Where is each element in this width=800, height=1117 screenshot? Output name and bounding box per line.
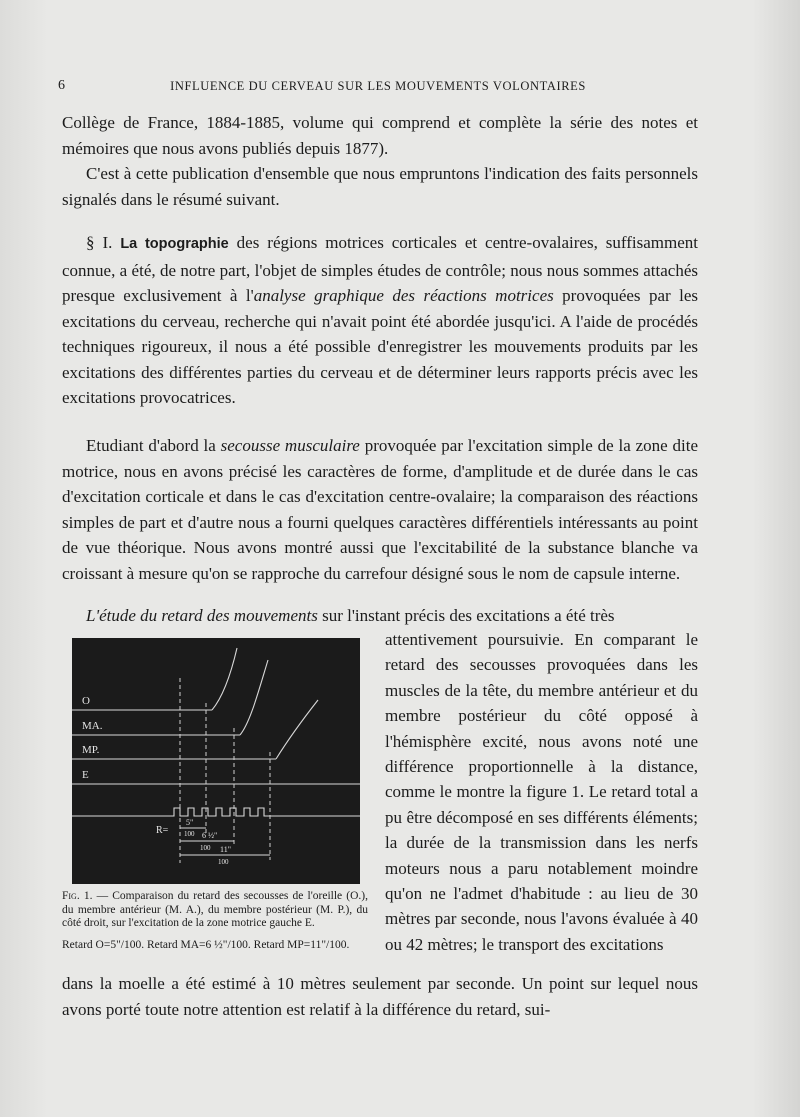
trace-label-ma: MA. <box>82 720 103 732</box>
figure-1 <box>62 638 368 951</box>
paragraph-3-block <box>62 230 698 411</box>
paragraph-2-block <box>62 161 698 212</box>
interval-ma-den: 100 <box>200 844 211 852</box>
interval-mp-num: 11" <box>220 845 231 854</box>
emphasis-retard: L'étude du retard des mouvements <box>86 606 318 625</box>
paragraph-4-text-b: provoquée par l'excitation simple de la zone dite motrice, nous en avons précisé les caractères de forme, d'amplitude et de durée dans le cas d'excitation corticale et dans le cas d'excitation centre-ovalaire; la comparaison des réactions simples de part et d'autre nous a fourni quelques caractères différentiels intéressants au point de vue théorique. Nous avons montré aussi que l'excitabilité de la substance blanche va croissant à mesure qu'on se rapproche du carrefour désigné sous le nom de capsule interne. <box>62 436 698 583</box>
emphasis-analyse: analyse graphique des réactions motrices <box>253 286 554 305</box>
paragraph-3-text-a: des régions motrices corticales et centre-ovalaires, suffisamment connue, a été, de notre part, l'objet de simples études de contrôle; nous nous sommes attachés presque exclusivement à l' <box>62 233 698 305</box>
section-number: § I. <box>86 233 113 252</box>
paragraph-4 <box>62 433 698 586</box>
paragraph-2: C'est à cette publication d'ensemble que nous empruntons l'indication des faits personnels signalés dans le résumé suivant. <box>62 164 698 209</box>
figure-1-plot <box>72 638 360 884</box>
bottom-text: dans la moelle a été estimé à 10 mètres seulement par seconde. Un point sur lequel nous avons porté toute notre attention est relatif à la différence du retard, sui- <box>62 974 698 1019</box>
paragraph-5-block <box>62 603 698 629</box>
emphasis-secousse: secousse musculaire <box>220 436 360 455</box>
retard-label: R= <box>156 825 169 836</box>
interval-o-num: 5" <box>186 818 194 827</box>
paragraph-continuation <box>62 110 698 161</box>
trace-label-e: E <box>82 769 89 781</box>
figure-caption-text: — Comparaison du retard des secousses de l'oreille (O.), du membre antérieur (M. A.), du membre postérieur (M. P.), du côté droit, sur l'excitation de la zone motrice gauche E. <box>62 890 368 929</box>
interval-o-den: 100 <box>184 830 195 838</box>
paragraph-1: Collège de France, 1884-1885, volume qui comprend et complète la série des notes et mémoires que nous avons publiés depuis 1877). <box>62 113 698 158</box>
paragraph-4-text-a: Etudiant d'abord la <box>86 436 221 455</box>
side-column-text: attentivement poursuivie. En comparant le retard des secousses provoquées dans les muscles de la tête, du membre antérieur et du membre postérieur du côté opposé à l'hémisphère excité, nous avons noté une différence proportionnelle à la distance, comme le montre la figure 1. Le retard total a pu être décomposé en ses différents éléments; la durée de la transmission dans les nerfs moteurs nous a paru notablement moindre qu'on ne l'admet d'habitude : au lieu de 30 mètres par seconde, nous l'avons évaluée à 40 ou 42 mètres; le transport des excitations <box>385 630 698 954</box>
trace-label-o: O <box>82 695 90 707</box>
interval-ma-num: 6 ½" <box>202 831 218 840</box>
paragraph-5 <box>62 603 698 629</box>
paragraph-5-text: sur l'instant précis des excitations a été très <box>317 606 615 625</box>
page-number: 6 <box>58 78 65 93</box>
figure-label: Fig. 1. <box>62 890 93 902</box>
interval-mp-den: 100 <box>218 858 229 866</box>
paragraph-3-text-b: provoquées par les excitations du cerveau, recherche qui n'avait point été abordée jusqu'ici. A l'aide de procédés techniques rigoureux, il nous a été possible d'enregistrer les mouvements produits par les excitations des différentes parties du cerveau et de déterminer leurs rapports précis avec les excitations provocatrices. <box>62 286 698 407</box>
paragraph-3 <box>62 230 698 411</box>
paragraph-4-block <box>62 433 698 586</box>
section-heading: La topographie <box>120 236 229 252</box>
figure-retard-values: Retard O=5"/100. Retard MA=6 ½"/100. Retard MP=11"/100. <box>62 938 350 951</box>
figure-background <box>72 638 360 884</box>
trace-label-mp: MP. <box>82 744 100 756</box>
figure-caption <box>62 890 368 931</box>
running-title: INFLUENCE DU CERVEAU SUR LES MOUVEMENTS VOLONTAIRES <box>170 79 586 93</box>
page-header <box>58 78 698 100</box>
